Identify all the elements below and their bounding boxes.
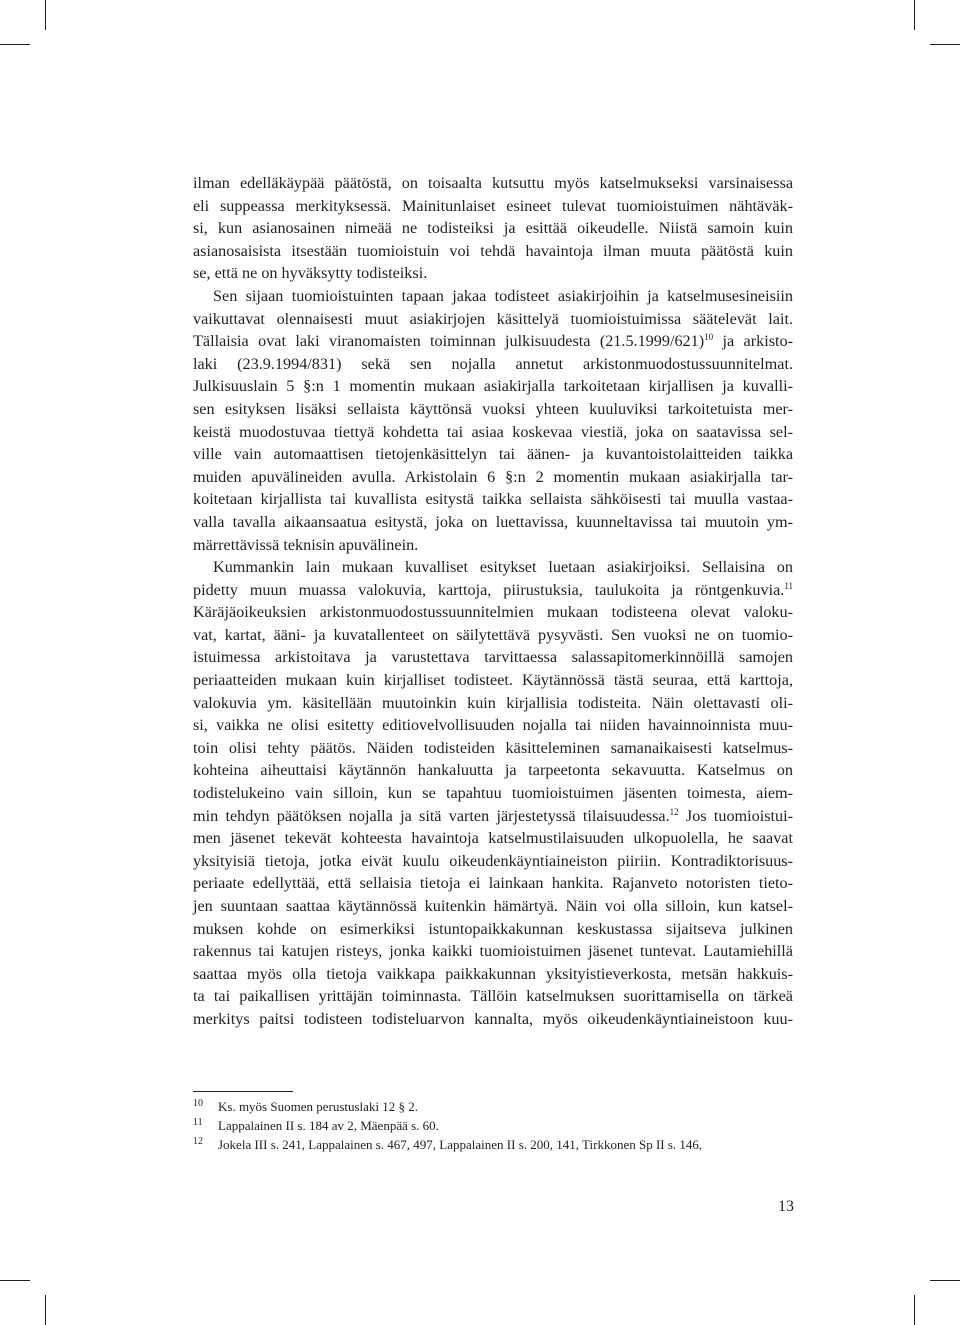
body-line: periaate edellyttää, että sellaisia tietoja ei lainkaan hankita. Rajanveto notoristen tieto-: [193, 874, 793, 893]
body-line: eli suppeassa merkityksessä. Mainitunlaiset esineet tulevat tuomioistuimen nähtäväk-: [193, 196, 793, 215]
body-line: merkitys paitsi todisteen todisteluarvon kannalta, myös oikeudenkäyntiaineistoon kuu-: [193, 1009, 793, 1028]
body-line: istuimessa arkistoitava ja varustettava tarvittaessa salassapitomerkinnöillä samojen: [193, 648, 793, 667]
body-line: ta tai paikallisen yrittäjän toiminnasta. Tällöin katselmuksen suorittamisella on tärkeä: [193, 987, 793, 1006]
body-line-text: Tällaisia ovat laki viranomaisten toiminnan julkisuudesta (21.5.1999/621): [193, 332, 705, 351]
footnotes: [193, 1097, 793, 1154]
body-line: men jäsenet tekevät kohteesta havaintoja katselmustilaisuuden ulkopuolella, he saavat: [193, 829, 793, 848]
footnote-ref-10[interactable]: 10: [704, 332, 714, 343]
body-line: keistä muodostuvaa tiettyä kohdetta tai asiaa koskevaa viestiä, joka on saatavissa sel-: [193, 422, 793, 441]
body-line: jen suuntaan saattaa käytännössä kuitenkin hämärtyä. Näin voi olla silloin, kun katsel-: [193, 897, 793, 915]
body-line: se, että ne on hyväksytty todisteiksi.: [193, 264, 428, 283]
body-line: muksen kohde on esimerkiksi istuntopaikkakunnan keskustassa sijaitseva julkinen: [193, 919, 793, 938]
body-line: muiden apuvälineiden avulla. Arkistolain 6 §:n 2 momentin mukaan asiakirjalla tar-: [193, 467, 793, 486]
body-line: Sen sijaan tuomioistuinten tapaan jakaa todisteet asiakirjoihin ja katselmusesineisiin: [213, 286, 793, 305]
crop-mark-bottom-left-h: [0, 1280, 30, 1281]
body-line-tail: Jos tuomioistui-: [685, 806, 793, 825]
body-line: Julkisuuslain 5 §:n 1 momentin mukaan asiakirjalla tarkoitetaan kirjallisen ja kuvalli-: [193, 377, 793, 396]
footnote-number: 10: [193, 1098, 203, 1109]
footnote-text: Ks. myös Suomen perustuslaki 12 § 2.: [218, 1099, 419, 1114]
crop-mark-top-left-h: [0, 44, 30, 45]
footnote-number: 12: [193, 1136, 203, 1147]
body-line: valokuvia ym. käsitellään muutoinkin kuin kirjallisia todisteita. Näin olettavasti oli-: [193, 693, 793, 712]
body-line: yksityisiä tietoja, jotka eivät kuulu oikeudenkäyntiaineiston piiriin. Kontradiktorisuus-: [193, 851, 793, 870]
footnote-12: [193, 1135, 793, 1154]
body-line: valla tavalla aikaansaatua esitystä, joka on luettavissa, kuunneltavissa tai muutoin ym-: [193, 512, 793, 531]
body-line: sen esityksen lisäksi sellaista käyttönsä vuoksi yhteen kuuluviksi tarkoitetuista mer-: [193, 399, 793, 418]
footnote-text: Jokela III s. 241, Lappalainen s. 467, 497, Lappalainen II s. 200, 141, Tirkkonen Sp II s. 146,: [218, 1137, 703, 1152]
body-line-tail: ja arkisto-: [722, 332, 794, 351]
body-line: todistelukeino vain silloin, kun se tapahtuu tuomioistuimen jäsenten toimesta, aiem-: [193, 784, 793, 803]
page-number: 13: [778, 1198, 794, 1215]
body-line-with-footnote-11: [193, 579, 793, 602]
body-line: laki (23.9.1994/831) sekä sen nojalla annetut arkistonmuodostussuunnitelmat.: [193, 354, 793, 373]
body-line-text: min tehdyn päätöksen nojalla ja sitä varten järjestetyssä tilaisuudessa.: [193, 806, 670, 825]
body-line: Käräjäoikeuksien arkistonmuodostussuunnitelmien mukaan todisteena olevat valoku-: [193, 603, 793, 622]
crop-mark-bottom-right-h: [930, 1280, 960, 1281]
body-line: märrettävissä teknisin apuvälinein.: [193, 535, 419, 554]
body-line: vaikuttavat olennaisesti muut asiakirjojen käsittelyä tuomioistuimissa säätelevät lait.: [193, 309, 793, 328]
footnote-text: Lappalainen II s. 184 av 2, Mäenpää s. 60.: [218, 1118, 439, 1133]
body-line: periaatteiden mukaan kuin kirjalliset todisteet. Käytännössä tästä seuraa, että karttoja,: [193, 671, 793, 690]
footnote-divider: [193, 1091, 293, 1092]
body-line: toin olisi tehty päätös. Näiden todisteiden käsitteleminen samanaikaisesti katselmus-: [193, 738, 793, 757]
body-line: saattaa myös olla tietoja vaikkapa paikkakunnan yksityistieverkosta, metsän hakkuis-: [193, 964, 793, 983]
body-line: vat, kartat, ääni- ja kuvatallenteet on säilytettävä pysyvästi. Sen vuoksi ne on tuomio-: [193, 625, 793, 644]
footnote-ref-12[interactable]: 12: [669, 806, 679, 817]
crop-mark-top-right-v: [914, 0, 915, 30]
crop-mark-top-left-v: [45, 0, 46, 30]
body-line: ville vain automaattisen tietojenkäsittelyn tai äänen- ja kuvantoistolaitteiden taikka: [193, 445, 793, 464]
body-line-with-footnote-10: [193, 330, 793, 353]
footnote-10: [193, 1097, 793, 1116]
crop-mark-bottom-right-v: [914, 1295, 915, 1325]
body-line: si, kun asianosainen nimeää ne todisteiksi ja esittää oikeudelle. Niistä samoin kuin: [193, 219, 793, 238]
body-line: ilman edelläkäypää päätöstä, on toisaalta kutsuttu myös katselmukseksi varsinaisessa: [193, 174, 793, 192]
body-line-with-footnote-12: [193, 805, 793, 828]
body-line: kohteina aiheuttaisi käytännön hankaluutta ja tarpeetonta sekavuutta. Katselmus on: [193, 761, 793, 780]
crop-mark-top-right-h: [930, 44, 960, 45]
footnote-ref-11[interactable]: 11: [784, 580, 793, 591]
body-line: asianosaisista itsestään tuomioistuin voi tehdä havaintoja ilman muuta päätöstä kuin: [193, 241, 793, 260]
body-line-text: pidetty muun muassa valokuvia, karttoja, piirustuksia, taulukoita ja röntgenkuvia.: [193, 580, 785, 599]
footnote-11: [193, 1116, 793, 1135]
body-line: Kummankin lain mukaan kuvalliset esitykset luetaan asiakirjoiksi. Sellaisina on: [213, 558, 793, 577]
footnote-number: 11: [193, 1117, 203, 1128]
body-line: koitetaan kirjallista tai kuvallista esitystä taikka sellaista sähköisesti tai muulla vastaa-: [193, 490, 793, 509]
body-line: rakennus tai katujen risteys, jonka kaikki tuomioistuimen jäsenet tuntevat. Lautamiehillä: [193, 942, 793, 961]
body-text: [193, 172, 793, 1031]
body-line: si, vaikka ne olisi esitetty editiovelvollisuuden nojalla tai niiden havainnoinnista muu-: [193, 716, 793, 735]
crop-mark-bottom-left-v: [45, 1295, 46, 1325]
